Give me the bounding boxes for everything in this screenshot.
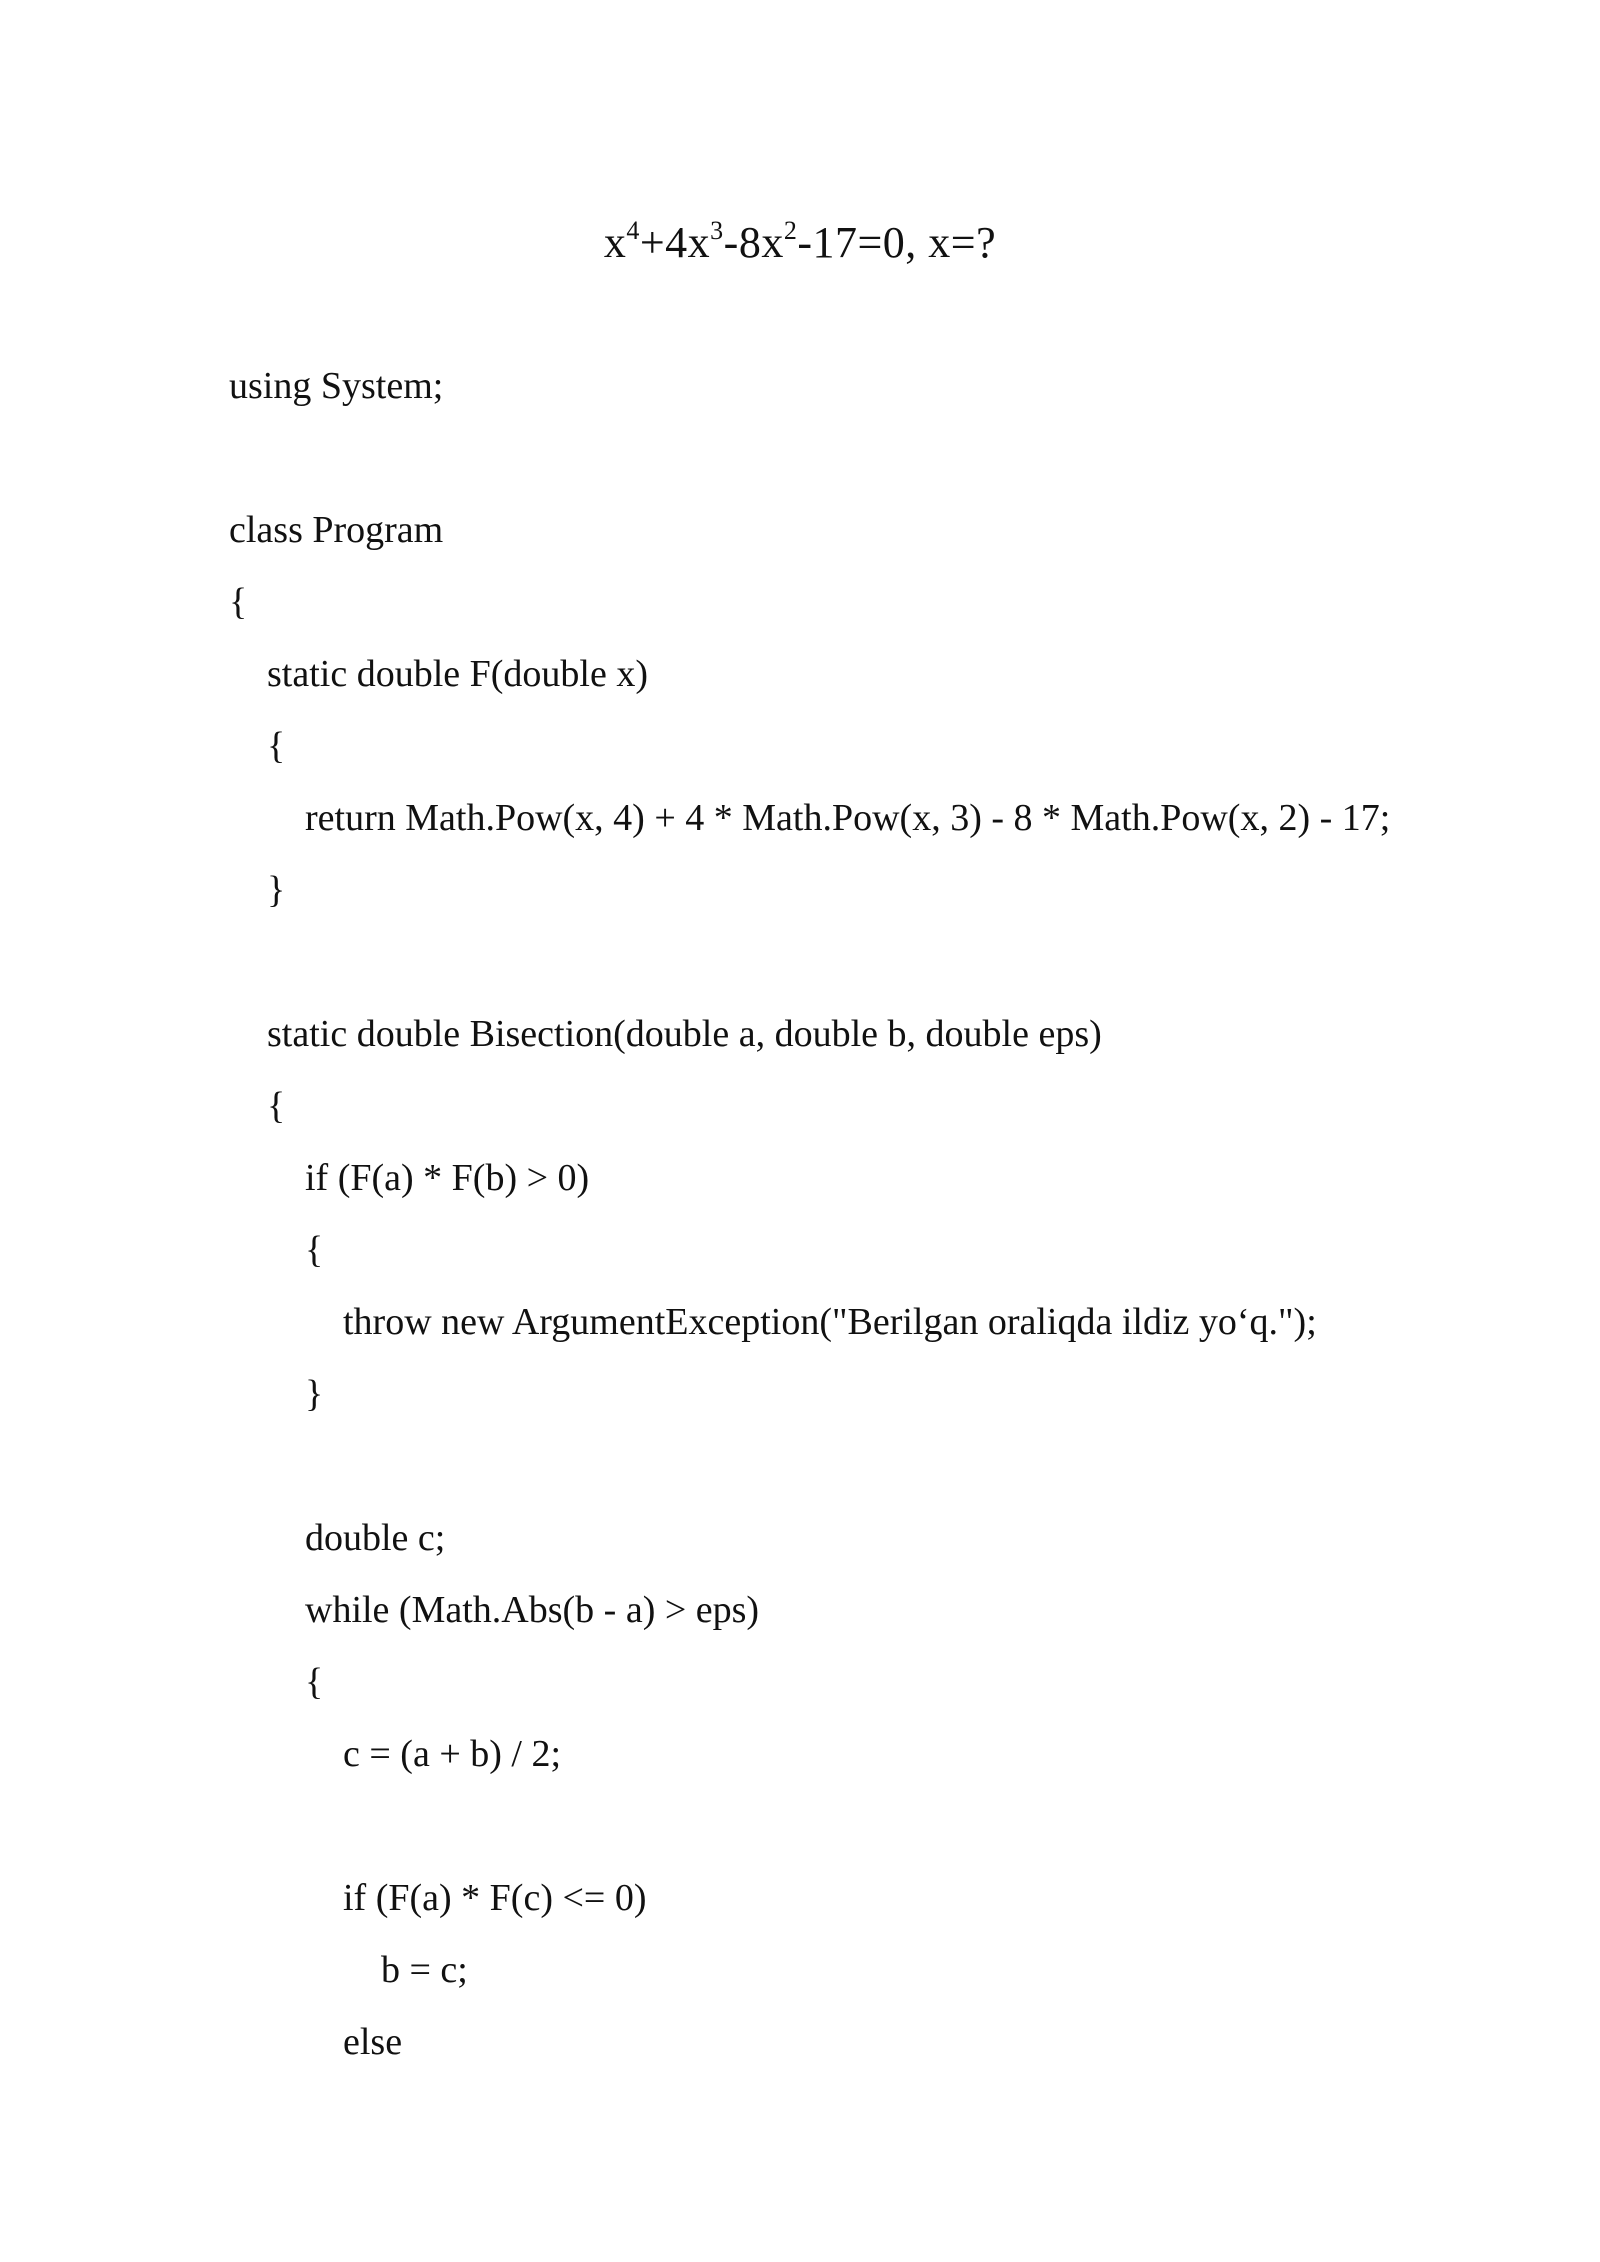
code-line: if (F(a) * F(b) > 0) [305,1157,590,1199]
code-line: } [267,869,286,911]
equation-exponent: 4 [626,216,640,245]
code-line: double c; [305,1517,446,1559]
code-line: static double Bisection(double a, double b, double eps) [267,1013,1102,1055]
code-line: { [267,1085,286,1127]
code-line: throw new ArgumentException("Berilgan oraliqda ildiz yo‘q."); [343,1301,1317,1343]
equation-heading [0,213,1600,273]
code-blank-line [229,1790,1529,1862]
code-line: using System; [229,365,444,407]
code-line: } [305,1373,324,1415]
code-line: while (Math.Abs(b - a) > eps) [305,1589,760,1631]
code-line: if (F(a) * F(c) <= 0) [343,1877,647,1919]
code-blank-line [229,1430,1529,1502]
code-blank-line [229,422,1529,494]
equation-term: x [603,218,627,267]
code-block [229,350,1529,2078]
code-line: b = c; [381,1949,468,1991]
code-line: else [343,2021,403,2063]
equation-exponent: 3 [710,216,724,245]
code-line: static double F(double x) [267,653,648,695]
code-line: return Math.Pow(x, 4) + 4 * Math.Pow(x, 3) - 8 * Math.Pow(x, 2) - 17; [305,797,1391,839]
equation-term: -17=0, x=? [797,218,997,267]
code-line: class Program [229,509,444,551]
code-blank-line [229,926,1529,998]
equation-exponent: 2 [783,216,798,245]
code-line: { [305,1229,324,1271]
code-line: { [267,725,286,767]
equation-term: +4x [639,218,711,267]
code-line: c = (a + b) / 2; [343,1733,562,1775]
equation-term: -8x [723,218,784,267]
code-line: { [229,581,248,623]
code-line: { [305,1661,324,1703]
